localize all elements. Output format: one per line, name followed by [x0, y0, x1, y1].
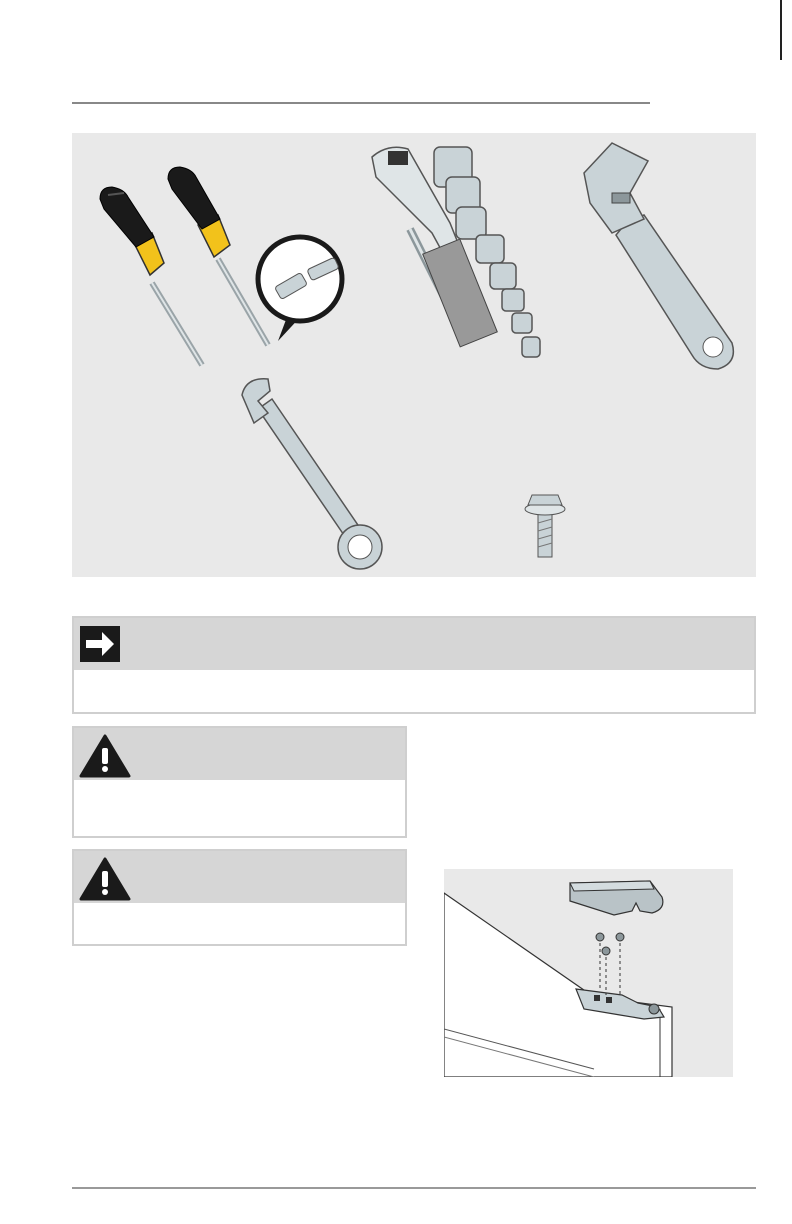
flathead-screwdriver: [100, 187, 202, 365]
arrow-right-icon: [80, 626, 120, 662]
flange-bolt: [525, 495, 565, 557]
tools-illustration: [72, 133, 756, 577]
warning-triangle-icon: [78, 857, 132, 901]
note-body: [74, 670, 754, 714]
cabinet-corner: [444, 893, 672, 1077]
hinge-illustration: [444, 869, 733, 1077]
warning-triangle-icon: [78, 734, 132, 778]
note-header: [74, 618, 754, 670]
adjustable-wrench: [584, 143, 733, 369]
page-edge-mark: [780, 0, 782, 60]
hinge-cover: [570, 881, 663, 915]
screwdriver-bits: [258, 237, 342, 341]
phillips-screwdriver: [168, 167, 268, 345]
bottom-rule: [72, 1187, 756, 1189]
warning-header: [74, 851, 405, 903]
hinge-screws: [596, 933, 624, 995]
socket-wrench-set: [372, 147, 540, 357]
combination-wrench: [242, 379, 382, 569]
note-callout: [72, 616, 756, 714]
warning-callout-2: [72, 849, 407, 946]
top-rule: [72, 102, 650, 104]
warning-callout-1: [72, 726, 407, 838]
warning-header: [74, 728, 405, 780]
